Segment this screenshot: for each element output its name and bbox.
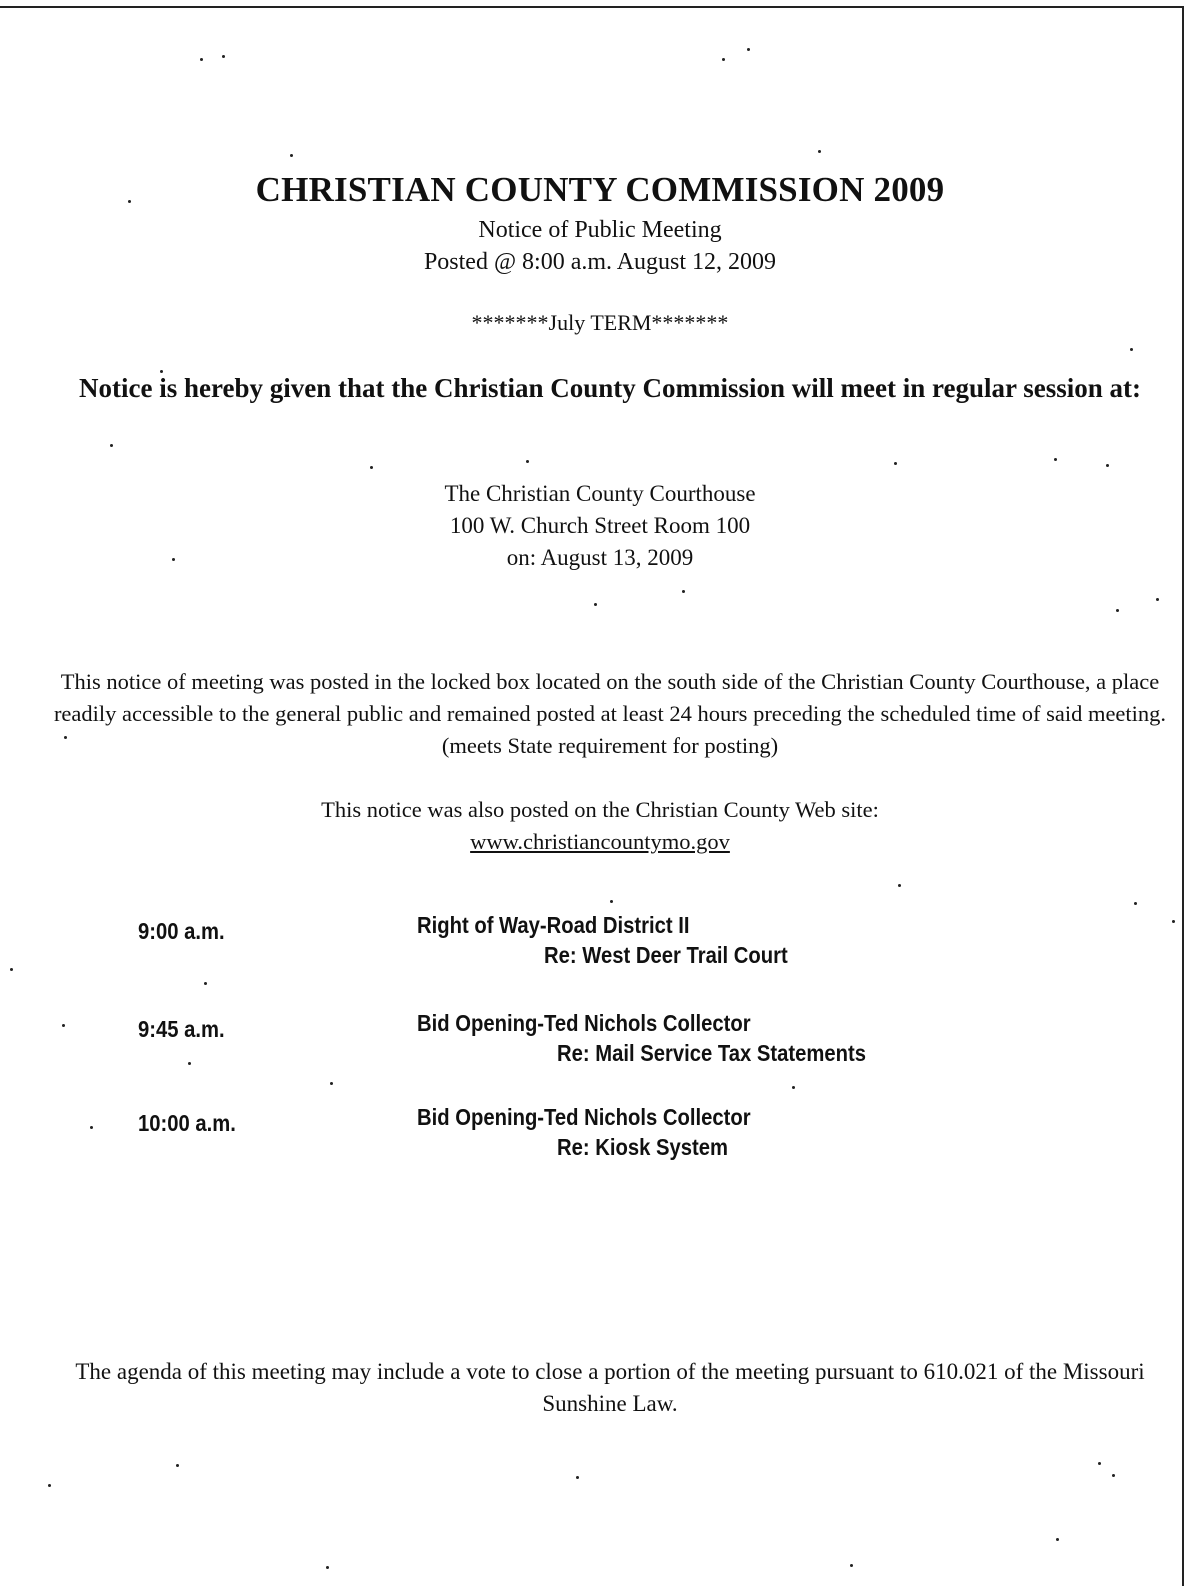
scan-speck [792,1086,795,1089]
scan-speck [370,466,373,469]
scan-speck [747,48,750,51]
agenda-topic: Right of Way-Road District II [417,912,690,938]
website-link[interactable]: www.christiancountymo.gov [470,829,730,854]
scan-speck [526,460,529,463]
agenda-re: Re: Kiosk System [557,1134,728,1160]
scan-speck [898,884,901,887]
scan-speck [1112,1474,1115,1477]
location-building: The Christian County Courthouse [444,481,756,506]
agenda-item [0,1010,1200,1080]
scan-speck [722,58,725,61]
scan-speck [330,1082,333,1085]
scan-speck [1156,598,1159,601]
agenda-re: Re: West Deer Trail Court [544,942,788,968]
scan-speck [222,55,225,58]
notice-heading: Notice is hereby given that the Christian County Commission will meet in regular session at: [79,373,1141,403]
agenda-topic: Bid Opening-Ted Nichols Collector [417,1104,751,1130]
meeting-location [0,478,1200,574]
location-address: 100 W. Church Street Room 100 [449,513,751,538]
scan-speck [818,150,821,153]
agenda-time: 9:00 a.m. [138,918,225,944]
scan-speck [576,1476,579,1479]
scan-speck [682,590,685,593]
scan-speck [1134,902,1137,905]
scan-speck [610,900,613,903]
agenda-item [0,912,1200,982]
scan-speck [110,444,113,447]
meeting-date: on: August 13, 2009 [506,545,694,570]
scan-speck [594,603,597,606]
scan-speck [894,462,897,465]
subtitle-line: Notice of Public Meeting [478,217,722,243]
sunshine-law-footer: The agenda of this meeting may include a vote to close a portion of the meeting pursuant to 610.021 of the Missouri Sunshine Law. [75,1359,1145,1416]
posted-line: Posted @ 8:00 a.m. August 12, 2009 [423,249,777,275]
agenda-time: 10:00 a.m. [138,1110,236,1136]
scan-speck [1130,348,1133,351]
scan-speck [204,982,207,985]
scan-speck [176,1464,179,1467]
scan-speck [290,154,293,157]
scan-speck [1054,458,1057,461]
scan-speck [48,1484,51,1487]
posting-paragraph: This notice of meeting was posted in the locked box located on the south side of the Christian County Courthouse, a place readily accessible to the general public and remained posted at least 24 hours preceding the scheduled time of said meeting. (meets State requirement for posting) [53,669,1167,758]
term-line: *******July TERM******* [471,310,729,335]
scan-speck [326,1566,329,1569]
scan-speck [1116,609,1119,612]
subtitle [0,214,1200,278]
scan-speck [200,58,203,61]
website-intro: This notice was also posted on the Christian County Web site: [321,797,879,822]
scan-speck [1056,1538,1059,1541]
agenda-topic: Bid Opening-Ted Nichols Collector [417,1010,751,1036]
scan-speck [1098,1462,1101,1465]
scan-speck [1106,464,1109,467]
scan-speck [850,1564,853,1567]
agenda-item [0,1104,1200,1174]
page-title: CHRISTIAN COUNTY COMMISSION 2009 [255,170,945,209]
agenda-time: 9:45 a.m. [138,1016,225,1042]
agenda-re: Re: Mail Service Tax Statements [557,1040,866,1066]
website-notice [0,794,1200,858]
